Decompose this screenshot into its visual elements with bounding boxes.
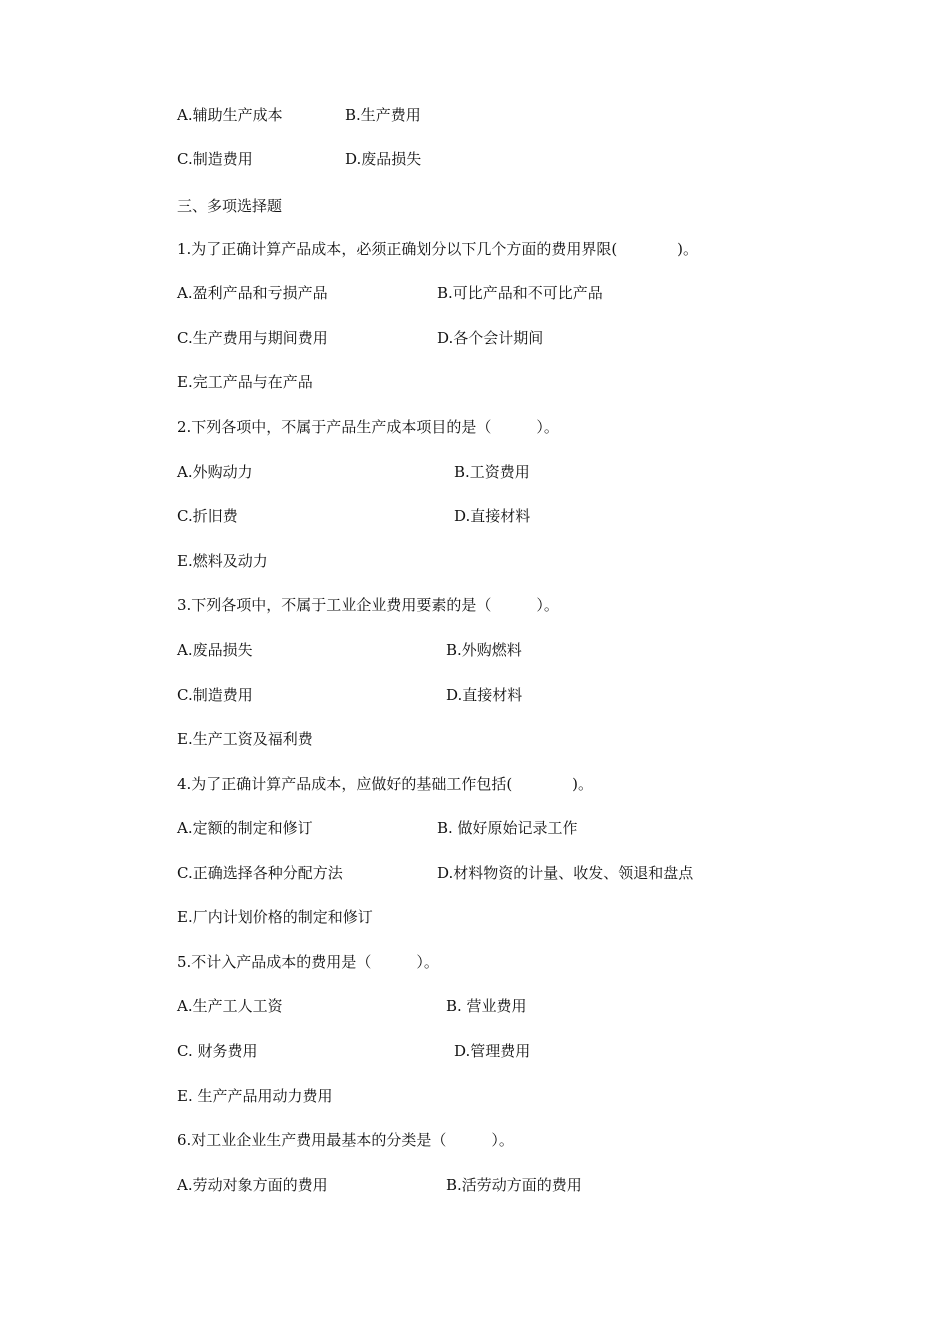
option-a: A.辅助生产成本 — [177, 106, 283, 124]
option-b: B.活劳动方面的费用 — [446, 1176, 582, 1194]
option-row — [177, 861, 694, 885]
option-b: B. 营业费用 — [446, 997, 527, 1015]
question-2: 2.下列各项中，不属于产品生产成本项目的是（ ）。 — [177, 418, 559, 436]
option-row — [177, 816, 578, 840]
option-d: D.各个会计期间 — [437, 329, 544, 347]
option-row — [177, 994, 527, 1018]
option-c: C.正确选择各种分配方法 — [177, 864, 343, 882]
option-a: A.生产工人工资 — [177, 997, 283, 1015]
option-c: C.制造费用 — [177, 686, 253, 704]
question-5: 5.不计入产品成本的费用是（ ）。 — [177, 953, 439, 971]
question-6: 6.对工业企业生产费用最基本的分类是（ ）。 — [177, 1131, 514, 1149]
option-c: C.生产费用与期间费用 — [177, 329, 328, 347]
option-e: E. 生产产品用动力费用 — [177, 1087, 333, 1105]
section-heading: 三、多项选择题 — [177, 197, 283, 215]
option-row — [177, 281, 603, 305]
option-row — [177, 504, 531, 528]
option-a: A.定额的制定和修订 — [177, 819, 313, 837]
option-d: D.废品损失 — [345, 150, 422, 168]
option-d: D.管理费用 — [454, 1042, 531, 1060]
question-3: 3.下列各项中，不属于工业企业费用要素的是（ ）。 — [177, 596, 559, 614]
option-c: C.制造费用 — [177, 150, 253, 168]
option-row — [177, 683, 523, 707]
option-d: D.直接材料 — [446, 686, 523, 704]
option-row — [177, 1173, 582, 1197]
option-c: C.折旧费 — [177, 507, 238, 525]
option-b: B.可比产品和不可比产品 — [437, 284, 603, 302]
option-b: B.外购燃料 — [446, 641, 522, 659]
question-1: 1.为了正确计算产品成本，必须正确划分以下几个方面的费用界限( )。 — [177, 240, 699, 258]
option-row — [177, 147, 422, 171]
option-a: A.劳动对象方面的费用 — [177, 1176, 328, 1194]
question-4: 4.为了正确计算产品成本，应做好的基础工作包括( )。 — [177, 775, 594, 793]
option-row — [177, 326, 544, 350]
option-row — [177, 1039, 531, 1063]
option-d: D.材料物资的计量、收发、领退和盘点 — [437, 864, 694, 882]
option-row — [177, 460, 530, 484]
option-b: B.工资费用 — [454, 463, 530, 481]
option-a: A.外购动力 — [177, 463, 253, 481]
option-e: E.完工产品与在产品 — [177, 373, 313, 391]
option-d: D.直接材料 — [454, 507, 531, 525]
option-c: C. 财务费用 — [177, 1042, 258, 1060]
option-row — [177, 638, 522, 662]
option-b: B.生产费用 — [345, 106, 421, 124]
option-row — [177, 103, 421, 127]
option-a: A.废品损失 — [177, 641, 253, 659]
option-a: A.盈利产品和亏损产品 — [177, 284, 328, 302]
option-e: E.厂内计划价格的制定和修订 — [177, 908, 373, 926]
option-e: E.燃料及动力 — [177, 552, 268, 570]
option-b: B. 做好原始记录工作 — [437, 819, 578, 837]
option-e: E.生产工资及福利费 — [177, 730, 313, 748]
